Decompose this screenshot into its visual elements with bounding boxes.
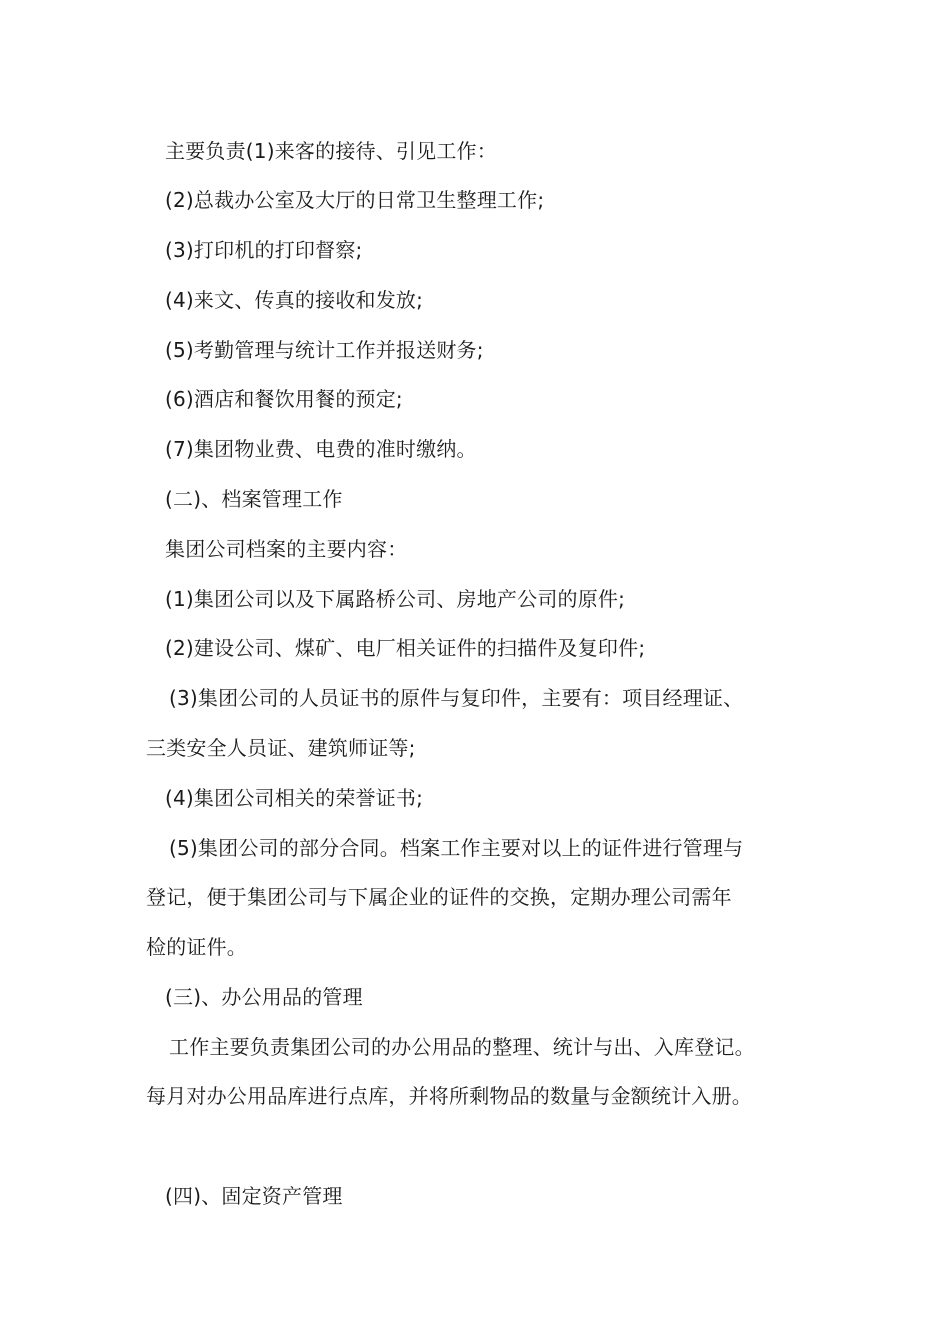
paragraph-line: (4)来文、传真的接收和发放; — [165, 288, 424, 312]
paragraph-line: (6)酒店和餐饮用餐的预定; — [165, 387, 403, 411]
paragraph-line: 工作主要负责集团公司的办公用品的整理、统计与出、入库登记。 — [169, 1035, 755, 1059]
paragraph-line: 登记，便于集团公司与下属企业的证件的交换，定期办理公司需年 — [146, 885, 732, 909]
paragraph-line: (2)总裁办公室及大厅的日常卫生整理工作; — [165, 188, 545, 212]
paragraph-line: (5)集团公司的部分合同。档案工作主要对以上的证件进行管理与 — [169, 836, 744, 860]
paragraph-line: (3)集团公司的人员证书的原件与复印件，主要有：项目经理证、 — [169, 686, 744, 710]
paragraph-line: 主要负责(1)来客的接待、引见工作： — [165, 139, 497, 163]
section-heading: (四)、固定资产管理 — [165, 1184, 343, 1208]
paragraph-line: (2)建设公司、煤矿、电厂相关证件的扫描件及复印件; — [165, 636, 646, 660]
paragraph-line: 检的证件。 — [146, 935, 247, 959]
paragraph-line: (4)集团公司相关的荣誉证书; — [165, 786, 424, 810]
paragraph-line: (7)集团物业费、电费的准时缴纳。 — [165, 437, 477, 461]
paragraph-line: 集团公司档案的主要内容： — [165, 537, 408, 561]
paragraph-line: (3)打印机的打印督察; — [165, 238, 363, 262]
paragraph-line: 三类安全人员证、建筑师证等; — [146, 736, 416, 760]
section-heading: (三)、办公用品的管理 — [165, 985, 363, 1009]
paragraph-line: (1)集团公司以及下属路桥公司、房地产公司的原件; — [165, 587, 626, 611]
section-heading: (二)、档案管理工作 — [165, 487, 343, 511]
paragraph-line: 每月对办公用品库进行点库，并将所剩物品的数量与金额统计入册。 — [146, 1084, 752, 1108]
paragraph-line: (5)考勤管理与统计工作并报送财务; — [165, 338, 484, 362]
